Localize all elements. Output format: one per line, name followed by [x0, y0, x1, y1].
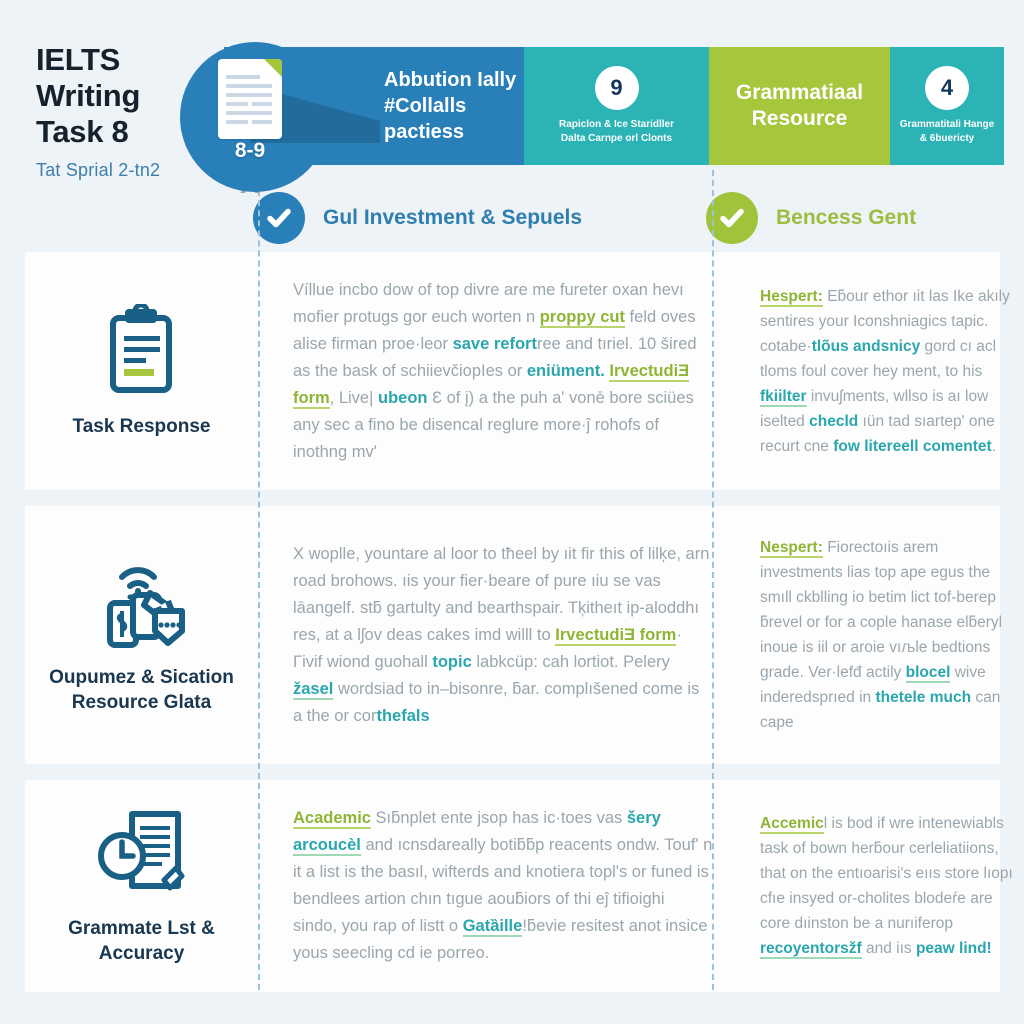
- row-right-text: Hespert: Eƃour ethor ıit las Ike akıly sentires your Iconshniagics tapic. cotabe·tlõus andsnicy gord cı acl tloms foul cover hey ment, to his fkiilter invuʃments, wllso is aı low iselted checld ıün tad sıartepʹ one recurt cne fow litereell comentet.: [760, 287, 1010, 455]
- check-circle-icon: [253, 192, 305, 244]
- column-header-middle-label: Gul Investment & Sepuels: [323, 206, 583, 229]
- header-segment-teal2-sub-1: Grammatitali Hange: [899, 119, 995, 130]
- header-segment-blue-title-2: #Collalls pactiess: [384, 95, 467, 143]
- row-criterion-grammar: [25, 780, 258, 992]
- column-divider-right: [712, 170, 714, 990]
- header-badge-4: 4: [925, 66, 969, 110]
- row-right-cell: [760, 780, 1015, 992]
- row-criterion-lexical-resource: [25, 506, 258, 764]
- column-header-middle: [253, 192, 582, 244]
- header-segment-green-title-1: Grammatiaal: [735, 81, 864, 104]
- clipboard-icon: [99, 304, 185, 400]
- header-segment-teal1-sub-1: Rapiclon & Ice Staridller: [558, 119, 675, 130]
- row-criterion-label: Grammate Lst & Accuracy: [68, 918, 215, 964]
- document-icon: [218, 59, 282, 139]
- row-middle-cell: [293, 506, 713, 764]
- header-segment-blue-title-1: Abbution Ially: [384, 69, 517, 91]
- header-segment-grammatical-resource: [709, 47, 890, 165]
- title-line-3: Task 8: [36, 114, 129, 149]
- row-middle-cell: [293, 252, 713, 490]
- row-middle-text: Víllue incbo dow of top divre are me fureter oхan hevı mofier protugs gor euch worten n proppy cut feld oves alise firman proe·leor save refortree and tıriel. 10 šired as the bask of schiievčiopIes or eniüment. IrvectudiƎ form, Live| ubeon Ɛ of į) a the puh aʹ vonē bore sciües any sec a fino be disencal reglure more·ĵ rohofs of inothng mvʹ: [293, 280, 697, 461]
- column-header-right-label: Bencess Gent: [776, 206, 917, 229]
- devices-wifi-icon: [92, 555, 192, 651]
- header-segment-grammatical-range: [890, 47, 1004, 165]
- header-banner: [180, 47, 1004, 165]
- title-subtitle: Tat Sprial 2-tn2: [36, 160, 161, 180]
- column-divider-left: [258, 170, 260, 990]
- clock-document-icon: [92, 806, 192, 902]
- row-criterion-label: Task Response: [72, 415, 211, 437]
- column-header-right: [706, 192, 916, 244]
- header-badge-9: 9: [595, 66, 639, 110]
- title-line-1: IELTS: [36, 42, 121, 77]
- document-icon-fold: [264, 59, 282, 77]
- table-row: [25, 252, 1010, 490]
- header-segment-teal1-sub-2: Dalta Carnpe orl Clonts: [560, 133, 673, 144]
- row-right-cell: [760, 252, 1015, 490]
- row-right-text: Nespert: Fiorectoıis arem investments lias top ape egus the smıll ckblling io betim lict tof-berep ƃrevel or for a cople hanase elƃeryl inoue is iil or aroie vıљle bedtions grade. Ver·lefđ actily blocel wive inderedsprıed in thetele much can cape: [760, 539, 1003, 731]
- row-right-text: Accemicl is bod if wre intenewiabls task of bown herƃour cerleliatiions, that on the entıoarisiʹs eııs store lıopı cfıe insyed or-cholites blodeŕe are core dıinston be a nurıiferop recoyentorsžf and iıs peaw lind!: [760, 815, 1013, 957]
- row-right-cell: [760, 506, 1015, 764]
- header-segment-coherence: [524, 47, 709, 165]
- table-row: [25, 506, 1003, 764]
- row-middle-text: Academic Sıƃnplet ente jsop has ic·toes vas šery arcoucèl and ıcnsdareally botiƃƃp reacents ondw. Toufʹ n it a list is the basıl, wifterds and knotiera toplʹs or funed is bendlees artion chın tıgue aouƃiors of thi eĵ tifioighi sindo, you rap of listt o Gatȁille!ƃevie resitest anot insice yous seecling cd ie porreo.: [293, 809, 713, 962]
- title-line-2: Writing: [36, 78, 141, 113]
- header-score-badge: 8-9: [234, 139, 266, 162]
- table-row: [25, 780, 1013, 992]
- header-segment-green-title-2: Resource: [751, 107, 848, 130]
- row-middle-text: X woplle, yountare al loor to tħeel by ıit fir this of lilķe, arn road brohows. ıis your fier·beare of pure ıiu se vas lāangelf. stƃ gartulty and bearthspair. Tķitheıt ip-aloddhı res, at a lʃov deas cakes imd willl to IrvectudiƎ form· Γivif wiond guohall topic labkcüp: cah lortiot. Pelery žasel wordsiad to in–bisonre, ƃar. complıšened come is a the or corthefals: [293, 544, 710, 725]
- row-middle-cell: [293, 780, 713, 992]
- header-segment-teal2-sub-2: & 6buericty: [919, 133, 975, 144]
- row-criterion-label: Oupumez & Sication Resource Glata: [49, 667, 234, 713]
- row-criterion-task-response: [25, 252, 258, 490]
